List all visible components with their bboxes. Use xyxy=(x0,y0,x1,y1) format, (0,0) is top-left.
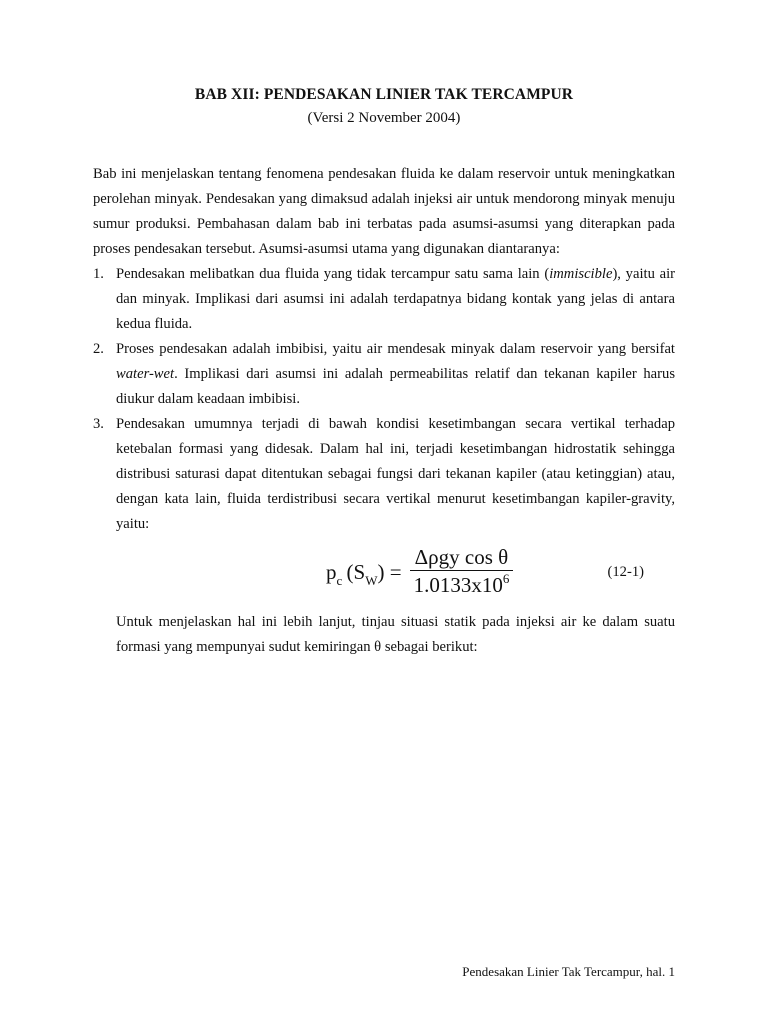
chapter-title: BAB XII: PENDESAKAN LINIER TAK TERCAMPUR xyxy=(194,86,574,103)
intro-paragraph: Bab ini menjelaskan tentang fenomena pendesakan fluida ke dalam reservoir untuk meningkatkan perolehan minyak. Pendesakan yang dimaksud adalah injeksi air untuk mendorong minyak menuju sumur produksi. Pembahasan dalam bab ini terbatas pada asumsi-asumsi yang diterapkan pada proses pendesakan tersebut. Asumsi-asumsi utama yang digunakan diantaranya: xyxy=(93,166,675,257)
list-item-text: Proses pendesakan adalah imbibisi, yaitu air mendesak minyak dalam reservoir yang bersifat water-wet. Implikasi dari asumsi ini adalah permeabilitas relatif dan tekanan kapiler harus diukur dalam keadaan imbibisi. xyxy=(116,341,675,407)
list-number: 1. xyxy=(93,266,104,282)
assumption-list xyxy=(93,262,675,537)
emphasis-term: water-wet xyxy=(116,366,175,382)
fraction-numerator: Δρgy cos θ xyxy=(414,545,509,569)
list-item xyxy=(93,262,675,337)
equation-block xyxy=(93,543,675,609)
list-item-text: Pendesakan umumnya terjadi di bawah kondisi kesetimbangan secara vertikal terhadap ketebalan formasi yang didesak. Dalam hal ini, terjadi kesetimbangan hidrostatik sehingga distribusi saturasi dapat ditentukan sebagai fungsi dari tekanan kapiler (atau ketinggian) atau, dengan kata lain, fluida terdistribusi secara vertikal menurut kesetimbangan kapiler-gravity, yaitu: xyxy=(116,416,675,532)
list-item xyxy=(93,412,675,537)
list-item-text: Pendesakan melibatkan dua fluida yang tidak tercampur satu sama lain (immiscible), yaitu air dan minyak. Implikasi dari asumsi ini adalah terdapatnya bidang kontak yang jelas di antara kedua fluida. xyxy=(116,266,675,332)
equation-number: (12-1) xyxy=(607,564,644,580)
list-number: 2. xyxy=(93,341,104,357)
body-text xyxy=(93,162,675,660)
fraction-denominator: $1.0133x10^6$ xyxy=(413,571,510,597)
page-footer: Pendesakan Linier Tak Tercampur, hal. 1 xyxy=(462,964,675,979)
equation-lhs: $p_c$ $(S_W)$ = xyxy=(326,559,402,588)
equation-fraction xyxy=(410,544,514,602)
version-note: (Versi 2 November 2004) xyxy=(307,110,461,126)
list-number: 3. xyxy=(93,416,104,432)
emphasis-term: immiscible xyxy=(549,266,613,282)
after-formula-paragraph: Untuk menjelaskan hal ini lebih lanjut, tinjau situasi statik pada injeksi air ke dalam suatu formasi yang mempunyai sudut kemiringan θ sebagai berikut: xyxy=(116,614,675,655)
equation xyxy=(326,545,513,601)
list-item xyxy=(93,337,675,412)
